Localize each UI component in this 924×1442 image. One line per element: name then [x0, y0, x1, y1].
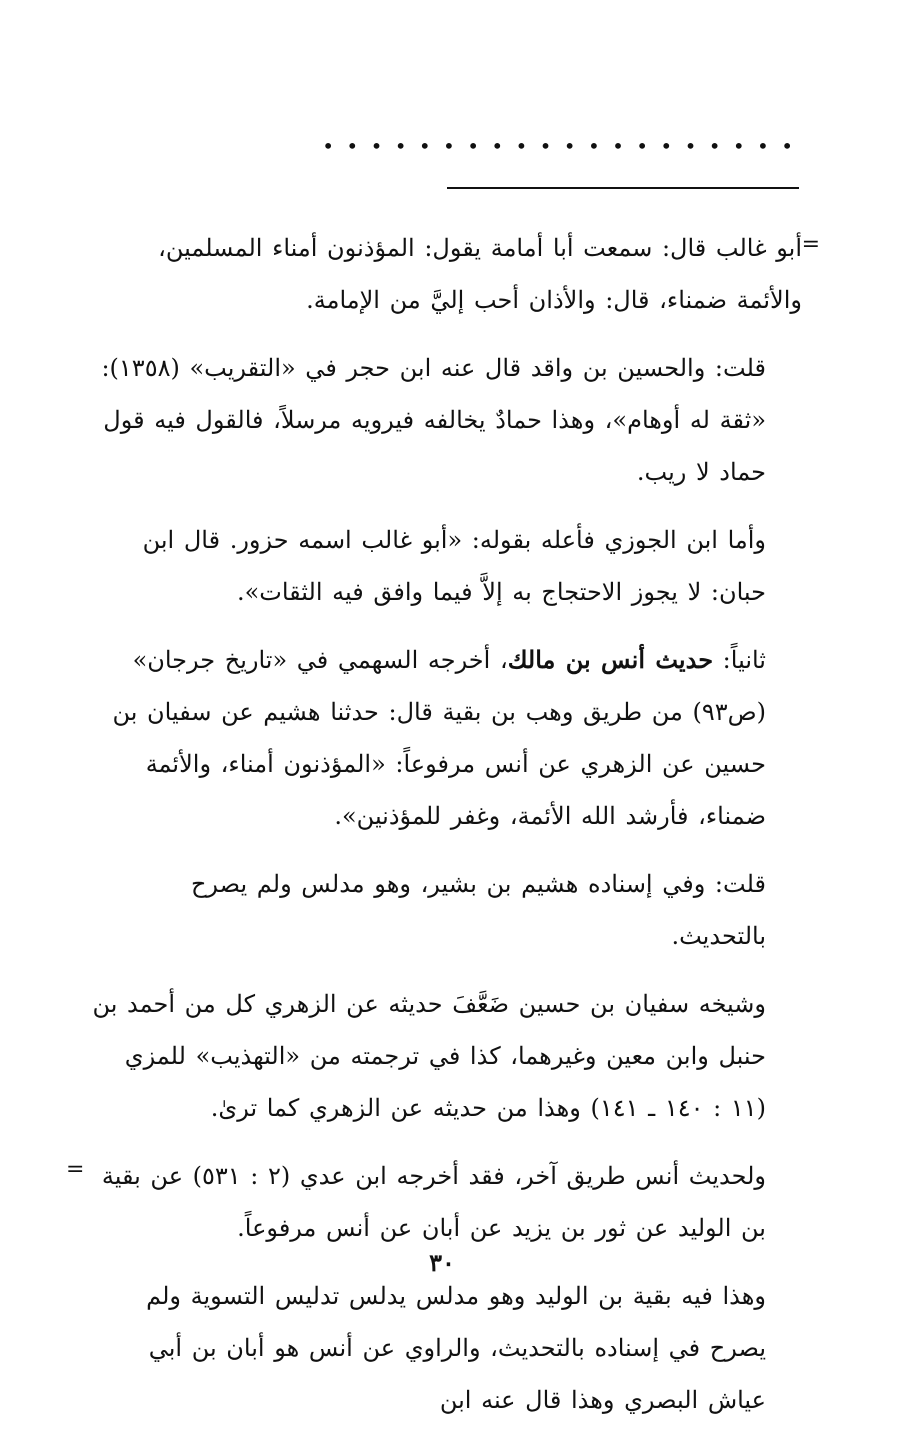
continuation-mark-end: = — [66, 1157, 85, 1182]
header-rule — [447, 187, 799, 189]
paragraph-4-intro: ثانياً: — [713, 646, 766, 674]
paragraph-2: قلت: والحسين بن واقد قال عنه ابن حجر في «التقريب» (١٣٥٨): «ثقة له أوهام»، وهذا حمادٌ يخالفه فيرويه مرسلاً، فالقول فيه قول حماد لا ريب. — [101, 354, 766, 486]
paragraph-3: وأما ابن الجوزي فأعله بقوله: «أبو غالب اسمه حزور. قال ابن حبان: لا يجوز الاحتجاج به إلاَّ فيما وافق فيه الثقات». — [142, 526, 766, 606]
paragraph-4-heading: حديث أنس بن مالك — [507, 645, 714, 674]
page-number: ٣٠ — [429, 1248, 455, 1277]
paragraph-5: قلت: وفي إسناده هشيم بن بشير، وهو مدلس ولم يصرح بالتحديث. — [190, 870, 766, 950]
header-dots-ornament: • • • • • • • • • • • • • • • • • • • • — [322, 134, 796, 158]
paragraph-4-body: ، أخرجه السهمي في «تاريخ جرجان» (ص٩٣) من طريق وهب بن بقية قال: حدثنا هشيم عن سفيان بن حسين عن الزهري عن أنس مرفوعاً: «المؤذنون أمناء، والأئمة ضمناء، فأرشد الله الأئمة، وغفر للمؤذنين». — [112, 646, 766, 830]
paragraph-7: ولحديث أنس طريق آخر، فقد أخرجه ابن عدي (٢ : ٥٣١) عن بقية بن الوليد عن ثور بن يزيد عن أبان عن أنس مرفوعاً. — [101, 1162, 766, 1242]
paragraph-8: وهذا فيه بقية بن الوليد وهو مدلس يدلس تدليس التسوية ولم يصرح في إسناده بالتحديث، والراوي عن أنس هو أبان بن أبي عياش البصري وهذا قال عنه ابن — [146, 1282, 766, 1414]
paragraph-6: وشيخه سفيان بن حسين ضَعَّفَ حديثه عن الزهري كل من أحمد بن حنبل وابن معين وغيرهما، كذا في ترجمته من «التهذيب» للمزي (١١ : ١٤٠ ـ ١٤١) وهذا من حديثه عن الزهري كما ترىٰ. — [92, 990, 766, 1122]
continuation-mark-start: = — [801, 232, 820, 257]
paragraph-4 — [90, 634, 802, 842]
paragraph-1: أبو غالب قال: سمعت أبا أمامة يقول: المؤذنون أمناء المسلمين، والأئمة ضمناء، قال: والأذان أحب إليَّ من الإمامة. — [158, 234, 802, 314]
